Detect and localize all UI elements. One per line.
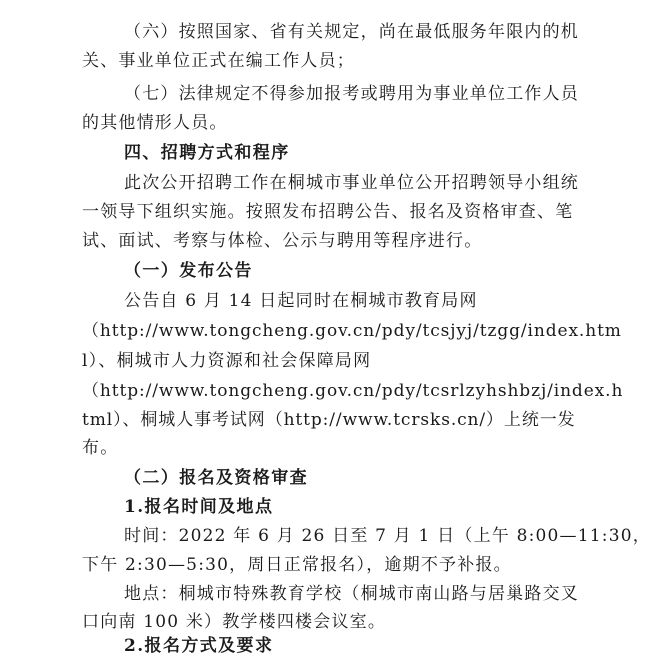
paragraph-item-7-line-1: （七）法律规定不得参加报考或聘用为事业单位工作人员 (124, 84, 579, 104)
paragraph-notice-line-1: 公告自 6 月 14 日起同时在桐城市教育局网 (124, 291, 478, 311)
subsection-heading-registration: （二）报名及资格审查 (124, 468, 308, 488)
paragraph-notice-line-5: tml）、桐城人事考试网（http://www.tcrsks.cn/）上统一发 (82, 410, 576, 430)
paragraph-item-7-line-2: 的其他情形人员。 (82, 113, 228, 133)
paragraph-place-line-2: 口向南 100 米）教学楼四楼会议室。 (82, 612, 387, 632)
paragraph-place-line-1: 地点：桐城市特殊教育学校（桐城市南山路与居巢路交叉 (124, 584, 579, 604)
paragraph-time-line-1: 时间：2022 年 6 月 26 日至 7 月 1 日（上午 8:00—11:30， (124, 526, 651, 546)
paragraph-notice-line-3: l）、桐城市人力资源和社会保障局网 (82, 351, 372, 371)
paragraph-notice-line-4: （http://www.tongcheng.gov.cn/pdy/tcsrlzyhshbzj/index.h (82, 381, 624, 401)
subsection-heading-time-place: 1.报名时间及地点 (124, 497, 274, 517)
subsection-heading-publish-notice: （一）发布公告 (124, 261, 253, 281)
paragraph-notice-line-2: （http://www.tongcheng.gov.cn/pdy/tcsjyj/tzgg/index.htm (82, 321, 622, 341)
paragraph-notice-line-6: 布。 (82, 438, 119, 458)
paragraph-organization-line-1: 此次公开招聘工作在桐城市事业单位公开招聘领导小组统 (124, 173, 579, 193)
subsection-heading-registration-method: 2.报名方式及要求 (124, 636, 274, 656)
section-heading-recruitment-method: 四、招聘方式和程序 (124, 143, 290, 163)
paragraph-item-6-line-2: 关、事业单位正式在编工作人员； (82, 51, 355, 71)
paragraph-organization-line-2: 一领导下组织实施。按照发布招聘公告、报名及资格审查、笔 (82, 202, 574, 222)
paragraph-time-line-2: 下午 2:30—5:30，周日正常报名），逾期不予补报。 (82, 555, 512, 575)
paragraph-item-6-line-1: （六）按照国家、省有关规定，尚在最低服务年限内的机 (124, 22, 579, 42)
paragraph-organization-line-3: 试、面试、考察与体检、公示与聘用等程序进行。 (82, 231, 483, 251)
